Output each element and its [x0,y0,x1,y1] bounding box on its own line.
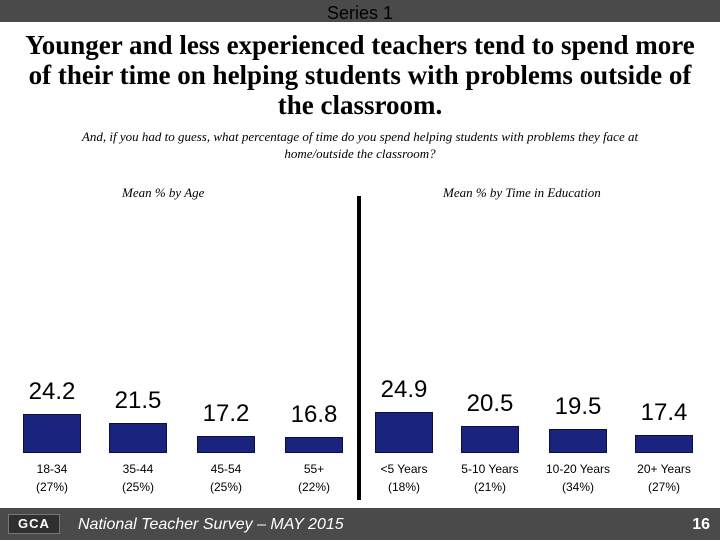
page-number: 16 [692,516,710,533]
category-name: <5 Years [380,462,428,476]
category-name: 45-54 [210,462,242,476]
value-label-age-3: 16.8 [290,400,338,428]
category-name: 35-44 [122,462,154,476]
value-label-education-2: 19.5 [554,392,602,420]
category-label-age-1 [95,460,181,496]
category-share: (27%) [647,480,680,494]
bar-age-2 [197,436,255,453]
bar-age-0 [23,414,81,453]
category-name: 10-20 Years [545,462,611,476]
value-label-education-1: 20.5 [466,389,514,417]
value-label-age-1: 21.5 [114,386,162,414]
category-label-education-3 [621,460,707,496]
category-name: 5-10 Years [461,462,519,476]
bar-education-3 [635,435,693,453]
category-share: (22%) [297,480,330,494]
category-label-education-0 [361,460,447,496]
category-label-age-3 [271,460,357,496]
company-logo: GCA [8,514,60,534]
category-share: (27%) [35,480,68,494]
bar-education-1 [461,426,519,453]
bar-education-0 [375,412,433,453]
category-label-age-0 [9,460,95,496]
category-share: (25%) [121,480,154,494]
category-name: 18-34 [36,462,68,476]
category-share: (21%) [473,480,506,494]
category-label-education-1 [447,460,533,496]
value-label-education-0: 24.9 [380,376,428,404]
category-label-education-2 [535,460,621,496]
category-label-age-2 [183,460,269,496]
slide-title: Younger and less experienced teachers tend to spend more of their time on helping students with problems outside of the classroom. [25,30,695,120]
age-chart-title: Mean % by Age [122,185,205,200]
bar-education-2 [549,429,607,453]
series-label: Series 1 [326,3,394,23]
education-chart-title: Mean % by Time in Education [443,185,601,200]
bar-age-1 [109,423,167,454]
category-share: (25%) [209,480,242,494]
bar-age-3 [285,437,343,453]
survey-label: National Teacher Survey – MAY 2015 [78,516,344,533]
category-share: (18%) [387,480,420,494]
value-label-age-2: 17.2 [202,399,250,427]
category-name: 20+ Years [637,462,691,476]
value-label-education-3: 17.4 [640,399,688,426]
category-share: (34%) [561,480,594,494]
category-name: 55+ [303,462,325,476]
chart-divider [357,196,361,500]
value-label-age-0: 24.2 [28,378,76,406]
slide-subtitle: And, if you had to guess, what percentage of time do you spend helping students with problems they face at home/outside the classroom? [81,129,639,161]
